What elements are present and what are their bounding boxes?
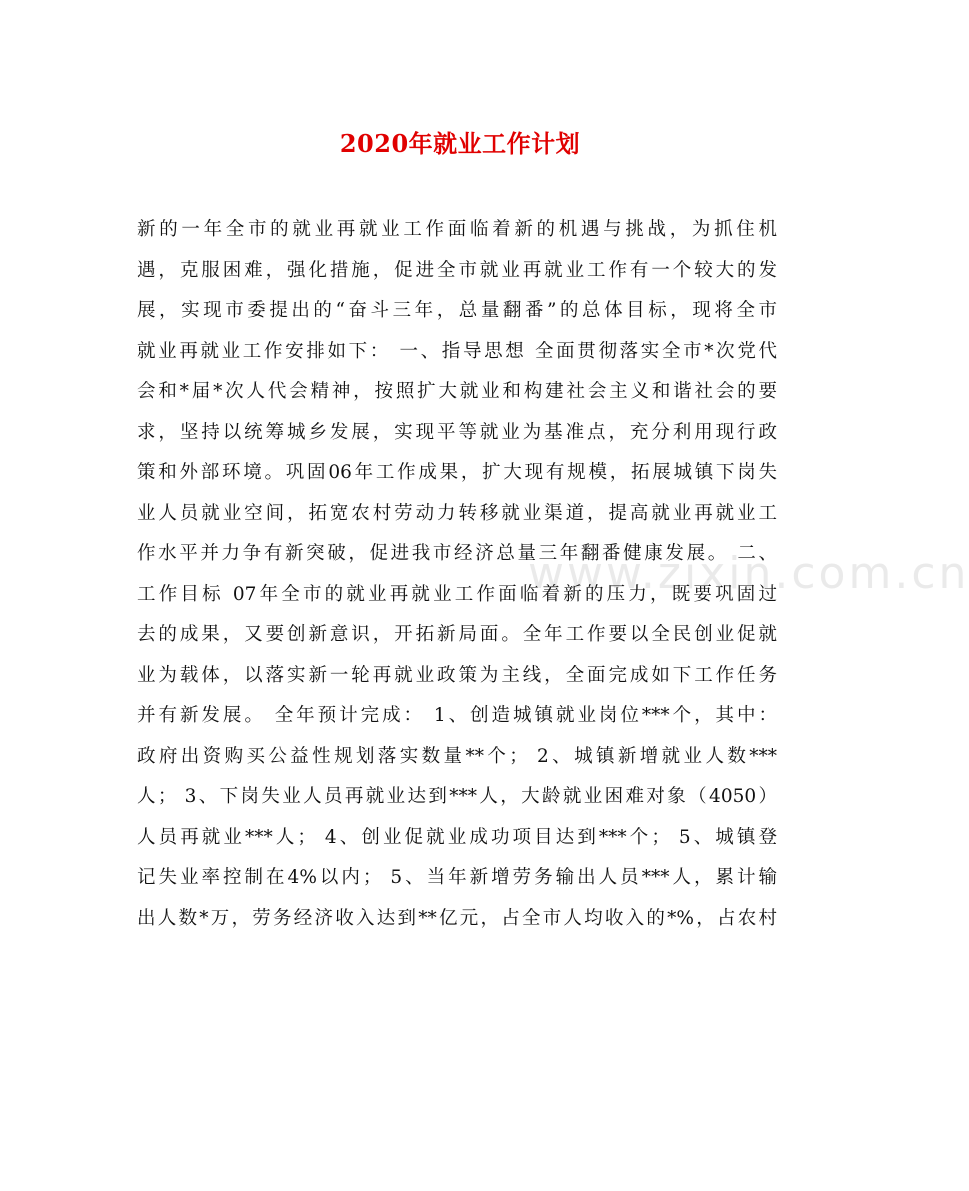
body-line: 求，坚持以统筹城乡发展，实现平等就业为基准点，充分利用现行政: [137, 421, 777, 443]
body-line: 展，实现市委提出的“奋斗三年，总量翻番”的总体目标，现将全市: [137, 300, 777, 321]
body-line: 并有新发展。 全年预计完成： 1、创造城镇就业岗位***个，其中：: [137, 705, 777, 726]
document-body: [137, 210, 777, 939]
body-line: 人； 3、下岗失业人员再就业达到***人，大龄就业困难对象（4050）: [137, 786, 777, 807]
body-line: 去的成果，又要创新意识，开拓新局面。全年工作要以全民创业促就: [137, 624, 777, 645]
body-line: 出人数*万，劳务经济收入达到**亿元，占全市人均收入的*%，占农村: [137, 907, 777, 929]
body-line: 人员再就业***人； 4、创业促就业成功项目达到***个； 5、城镇登: [137, 826, 777, 848]
body-line: 记失业率控制在4%以内； 5、当年新增劳务输出人员***人，累计输: [137, 867, 777, 888]
body-line: 工作目标 07年全市的就业再就业工作面临着新的压力，既要巩固过: [137, 583, 777, 605]
body-line: 会和*届*次人代会精神，按照扩大就业和构建社会主义和谐社会的要: [137, 381, 777, 402]
body-line: 业为载体，以落实新一轮再就业政策为主线，全面完成如下工作任务: [137, 664, 777, 686]
body-line: 业人员就业空间，拓宽农村劳动力转移就业渠道，提高就业再就业工: [137, 502, 777, 524]
body-line: 新的一年全市的就业再就业工作面临着新的机遇与挑战，为抓住机: [137, 219, 777, 240]
document-title: 2020年就业工作计划: [339, 129, 581, 158]
body-line: 政府出资购买公益性规划落实数量**个； 2、城镇新增就业人数***: [137, 745, 777, 767]
body-line: 作水平并力争有新突破，促进我市经济总量三年翻番健康发展。 二、: [137, 543, 777, 564]
body-line: 遇，克服困难，强化措施，促进全市就业再就业工作有一个较大的发: [137, 259, 777, 281]
body-line: 策和外部环境。巩固06年工作成果，扩大现有规模，拓展城镇下岗失: [137, 462, 777, 483]
body-line: 就业再就业工作安排如下： 一、指导思想 全面贯彻落实全市*次党代: [137, 340, 777, 362]
watermark-text: www.zixin.com.cn: [528, 548, 969, 599]
